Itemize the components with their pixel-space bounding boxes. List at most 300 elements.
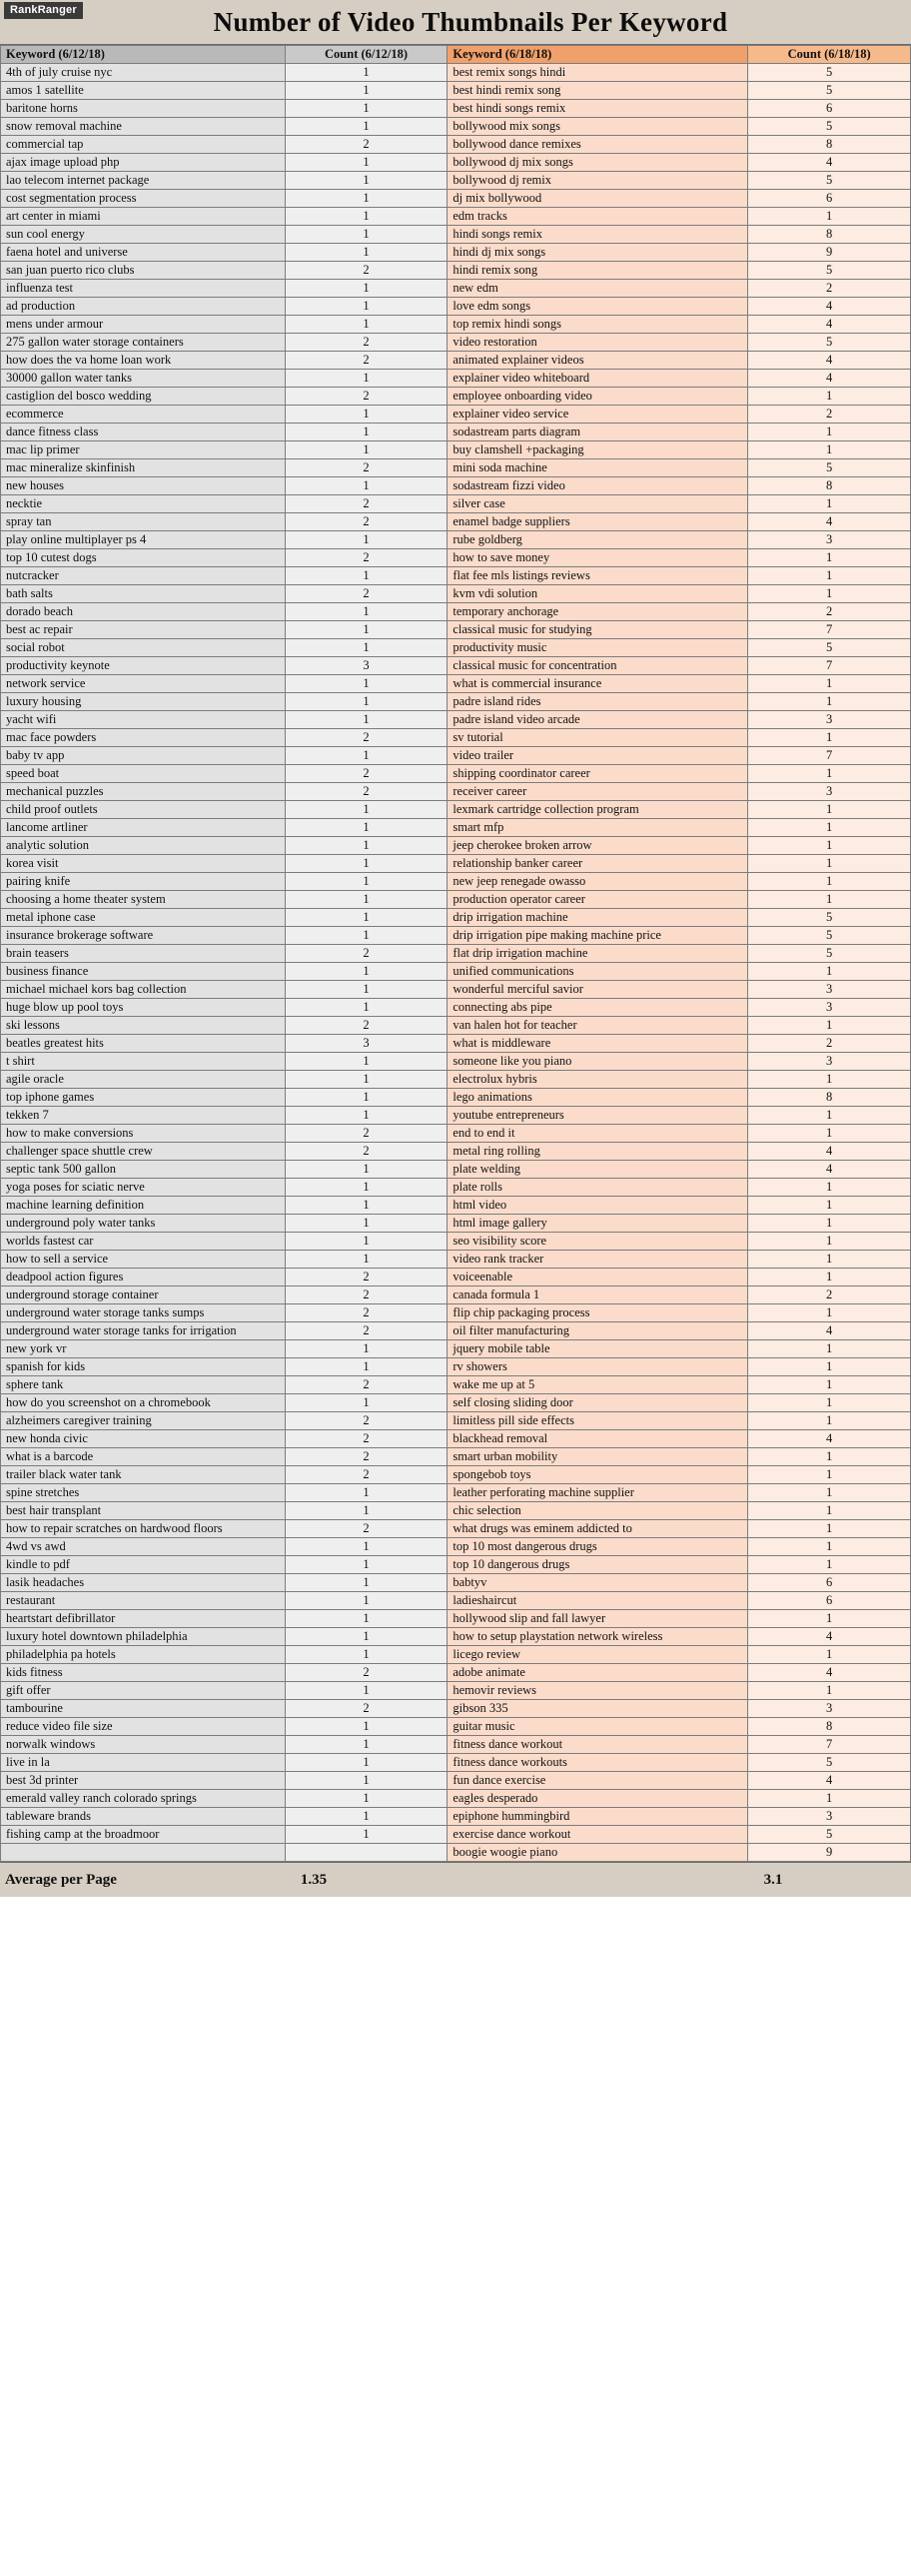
cell-keyword-a: how to sell a service xyxy=(1,1251,286,1269)
cell-keyword-a: korea visit xyxy=(1,855,286,873)
cell-count-b: 3 xyxy=(748,1700,911,1718)
cell-keyword-b: gibson 335 xyxy=(448,1700,748,1718)
cell-count-b: 5 xyxy=(748,118,911,136)
cell-count-b: 1 xyxy=(748,1484,911,1502)
cell-count-a: 1 xyxy=(285,675,448,693)
cell-keyword-a: commercial tap xyxy=(1,136,286,154)
cell-keyword-a: challenger space shuttle crew xyxy=(1,1143,286,1161)
cell-count-a: 1 xyxy=(285,1215,448,1233)
cell-count-a: 1 xyxy=(285,244,448,262)
cell-count-a: 1 xyxy=(285,855,448,873)
cell-keyword-b: edm tracks xyxy=(448,208,748,226)
cell-count-a: 2 xyxy=(285,1700,448,1718)
table-row xyxy=(1,208,911,226)
cell-keyword-b: youtube entrepreneurs xyxy=(448,1107,748,1125)
cell-count-b: 3 xyxy=(748,1053,911,1071)
table-row xyxy=(1,1179,911,1197)
cell-keyword-a: spanish for kids xyxy=(1,1358,286,1376)
cell-keyword-a: productivity keynote xyxy=(1,657,286,675)
cell-count-a: 1 xyxy=(285,1682,448,1700)
table-header xyxy=(1,46,911,64)
cell-count-b: 5 xyxy=(748,334,911,352)
table-row xyxy=(1,747,911,765)
table-row xyxy=(1,1143,911,1161)
cell-count-b: 4 xyxy=(748,352,911,370)
cell-keyword-b: classical music for concentration xyxy=(448,657,748,675)
cell-count-b: 6 xyxy=(748,190,911,208)
average-per-page-value-left: 1.35 xyxy=(300,1871,328,1888)
table-row xyxy=(1,1071,911,1089)
cell-keyword-a: how do you screenshot on a chromebook xyxy=(1,1394,286,1412)
cell-keyword-b: explainer video whiteboard xyxy=(448,370,748,388)
cell-keyword-b: chic selection xyxy=(448,1502,748,1520)
cell-keyword-a: baritone horns xyxy=(1,100,286,118)
cell-count-a: 2 xyxy=(285,549,448,567)
cell-keyword-b: new edm xyxy=(448,280,748,298)
cell-count-b: 1 xyxy=(748,567,911,585)
cell-count-a: 1 xyxy=(285,1574,448,1592)
cell-count-b: 1 xyxy=(748,495,911,513)
cell-count-a: 1 xyxy=(285,64,448,82)
cell-keyword-a: gift offer xyxy=(1,1682,286,1700)
cell-keyword-b: hindi songs remix xyxy=(448,226,748,244)
table-row xyxy=(1,441,911,459)
cell-count-b: 1 xyxy=(748,675,911,693)
cell-keyword-b: lego animations xyxy=(448,1089,748,1107)
cell-count-b: 4 xyxy=(748,1161,911,1179)
cell-count-a: 2 xyxy=(285,1466,448,1484)
cell-keyword-a: snow removal machine xyxy=(1,118,286,136)
cell-count-b: 5 xyxy=(748,262,911,280)
cell-keyword-b: adobe animate xyxy=(448,1664,748,1682)
cell-keyword-a: brain teasers xyxy=(1,945,286,963)
cell-keyword-a: tableware brands xyxy=(1,1808,286,1826)
table-row xyxy=(1,370,911,388)
cell-keyword-a: how to make conversions xyxy=(1,1125,286,1143)
cell-count-a: 1 xyxy=(285,1610,448,1628)
cell-keyword-a: huge blow up pool toys xyxy=(1,999,286,1017)
cell-keyword-b: shipping coordinator career xyxy=(448,765,748,783)
cell-keyword-a: best hair transplant xyxy=(1,1502,286,1520)
table-row xyxy=(1,352,911,370)
cell-count-b: 1 xyxy=(748,585,911,603)
cell-count-b: 4 xyxy=(748,298,911,316)
cell-count-b: 1 xyxy=(748,837,911,855)
cell-count-a: 1 xyxy=(285,603,448,621)
table-row xyxy=(1,190,911,208)
cell-keyword-a: norwalk windows xyxy=(1,1736,286,1754)
cell-keyword-b: bollywood dance remixes xyxy=(448,136,748,154)
cell-count-a: 1 xyxy=(285,154,448,172)
table-row xyxy=(1,1089,911,1107)
cell-keyword-b: flat drip irrigation machine xyxy=(448,945,748,963)
cell-count-b: 5 xyxy=(748,639,911,657)
cell-keyword-b: flip chip packaging process xyxy=(448,1304,748,1322)
cell-count-b: 1 xyxy=(748,765,911,783)
cell-keyword-b: top remix hindi songs xyxy=(448,316,748,334)
cell-keyword-a: new honda civic xyxy=(1,1430,286,1448)
cell-count-b: 6 xyxy=(748,1592,911,1610)
cell-keyword-b: seo visibility score xyxy=(448,1233,748,1251)
cell-count-b: 1 xyxy=(748,1233,911,1251)
table-row xyxy=(1,603,911,621)
cell-keyword-a: tekken 7 xyxy=(1,1107,286,1125)
table-row xyxy=(1,1053,911,1071)
cell-keyword-a: metal iphone case xyxy=(1,909,286,927)
cell-count-a: 2 xyxy=(285,945,448,963)
cell-count-b: 9 xyxy=(748,244,911,262)
cell-count-b: 4 xyxy=(748,1322,911,1340)
table-row xyxy=(1,1556,911,1574)
table-row xyxy=(1,981,911,999)
cell-keyword-b: best hindi songs remix xyxy=(448,100,748,118)
table-row xyxy=(1,1304,911,1322)
cell-count-b: 1 xyxy=(748,1107,911,1125)
table-row xyxy=(1,855,911,873)
cell-count-a: 1 xyxy=(285,1071,448,1089)
cell-keyword-a: baby tv app xyxy=(1,747,286,765)
cell-count-b: 1 xyxy=(748,1520,911,1538)
cell-keyword-b: enamel badge suppliers xyxy=(448,513,748,531)
cell-keyword-a: necktie xyxy=(1,495,286,513)
table-row xyxy=(1,1682,911,1700)
cell-count-b: 1 xyxy=(748,819,911,837)
cell-keyword-b: buy clamshell +packaging xyxy=(448,441,748,459)
cell-count-b: 5 xyxy=(748,64,911,82)
cell-keyword-b: dj mix bollywood xyxy=(448,190,748,208)
table-row xyxy=(1,657,911,675)
cell-count-a: 1 xyxy=(285,100,448,118)
table-row xyxy=(1,1125,911,1143)
cell-keyword-b: bollywood dj mix songs xyxy=(448,154,748,172)
cell-keyword-b: classical music for studying xyxy=(448,621,748,639)
cell-keyword-a: nutcracker xyxy=(1,567,286,585)
cell-keyword-a: machine learning definition xyxy=(1,1197,286,1215)
cell-count-a: 1 xyxy=(285,1179,448,1197)
cell-keyword-a: luxury hotel downtown philadelphia xyxy=(1,1628,286,1646)
cell-count-b: 1 xyxy=(748,1646,911,1664)
table-row xyxy=(1,1790,911,1808)
table-row xyxy=(1,1251,911,1269)
cell-keyword-b: blackhead removal xyxy=(448,1430,748,1448)
cell-count-b: 3 xyxy=(748,783,911,801)
table-row xyxy=(1,1628,911,1646)
cell-keyword-b: html video xyxy=(448,1197,748,1215)
cell-count-a: 1 xyxy=(285,927,448,945)
cell-keyword-a: lancome artliner xyxy=(1,819,286,837)
cell-count-a: 2 xyxy=(285,1448,448,1466)
cell-count-b: 4 xyxy=(748,1772,911,1790)
table-row xyxy=(1,567,911,585)
cell-keyword-b: smart mfp xyxy=(448,819,748,837)
cell-count-b: 1 xyxy=(748,1790,911,1808)
cell-keyword-b: video restoration xyxy=(448,334,748,352)
cell-count-b: 8 xyxy=(748,226,911,244)
cell-count-b: 8 xyxy=(748,136,911,154)
cell-keyword-a: emerald valley ranch colorado springs xyxy=(1,1790,286,1808)
cell-keyword-a: luxury housing xyxy=(1,693,286,711)
cell-count-b: 4 xyxy=(748,1628,911,1646)
cell-count-b: 3 xyxy=(748,981,911,999)
table-row xyxy=(1,1340,911,1358)
cell-count-a: 2 xyxy=(285,1430,448,1448)
table-row xyxy=(1,1412,911,1430)
cell-count-b: 2 xyxy=(748,280,911,298)
cell-keyword-b: someone like you piano xyxy=(448,1053,748,1071)
table-row xyxy=(1,334,911,352)
column-header-keyword-b: Keyword (6/18/18) xyxy=(448,46,748,64)
cell-keyword-b: ladieshaircut xyxy=(448,1592,748,1610)
cell-keyword-b: guitar music xyxy=(448,1718,748,1736)
cell-count-b: 1 xyxy=(748,801,911,819)
cell-keyword-b: sv tutorial xyxy=(448,729,748,747)
cell-count-a: 1 xyxy=(285,873,448,891)
cell-count-a: 2 xyxy=(285,513,448,531)
table-row xyxy=(1,406,911,424)
cell-count-a: 1 xyxy=(285,621,448,639)
table-row xyxy=(1,765,911,783)
cell-count-a: 1 xyxy=(285,639,448,657)
cell-keyword-b: self closing sliding door xyxy=(448,1394,748,1412)
cell-count-b: 1 xyxy=(748,1448,911,1466)
table-row xyxy=(1,1466,911,1484)
cell-count-b: 1 xyxy=(748,963,911,981)
cell-keyword-b: fitness dance workouts xyxy=(448,1754,748,1772)
cell-count-b: 1 xyxy=(748,388,911,406)
cell-keyword-b: connecting abs pipe xyxy=(448,999,748,1017)
table-row xyxy=(1,1376,911,1394)
cell-keyword-a: mac face powders xyxy=(1,729,286,747)
table-row xyxy=(1,891,911,909)
cell-keyword-a: play online multiplayer ps 4 xyxy=(1,531,286,549)
cell-count-a: 1 xyxy=(285,567,448,585)
cell-keyword-a: reduce video file size xyxy=(1,1718,286,1736)
cell-keyword-a: faena hotel and universe xyxy=(1,244,286,262)
cell-count-a: 1 xyxy=(285,891,448,909)
cell-keyword-b: padre island rides xyxy=(448,693,748,711)
table-row xyxy=(1,909,911,927)
cell-count-b: 1 xyxy=(748,424,911,441)
cell-keyword-b: best remix songs hindi xyxy=(448,64,748,82)
cell-keyword-b: epiphone hummingbird xyxy=(448,1808,748,1826)
cell-keyword-b: unified communications xyxy=(448,963,748,981)
cell-count-a: 1 xyxy=(285,1197,448,1215)
cell-count-b: 1 xyxy=(748,1682,911,1700)
table-row xyxy=(1,1574,911,1592)
cell-count-b: 3 xyxy=(748,531,911,549)
cell-count-b: 2 xyxy=(748,603,911,621)
cell-count-a: 1 xyxy=(285,1556,448,1574)
cell-keyword-a: best 3d printer xyxy=(1,1772,286,1790)
table-row xyxy=(1,172,911,190)
column-header-keyword-a: Keyword (6/12/18) xyxy=(1,46,286,64)
cell-keyword-b: production operator career xyxy=(448,891,748,909)
keyword-table xyxy=(0,45,911,1862)
table-row xyxy=(1,1161,911,1179)
cell-count-b: 1 xyxy=(748,441,911,459)
cell-keyword-a: underground poly water tanks xyxy=(1,1215,286,1233)
table-row xyxy=(1,945,911,963)
table-row xyxy=(1,154,911,172)
table-row xyxy=(1,1700,911,1718)
cell-keyword-a: philadelphia pa hotels xyxy=(1,1646,286,1664)
table-footer xyxy=(0,1862,911,1897)
cell-count-a: 2 xyxy=(285,783,448,801)
cell-count-a: 1 xyxy=(285,909,448,927)
table-row xyxy=(1,999,911,1017)
cell-count-a: 1 xyxy=(285,1646,448,1664)
cell-keyword-b: mini soda machine xyxy=(448,459,748,477)
cell-count-b: 4 xyxy=(748,370,911,388)
table-row xyxy=(1,549,911,567)
cell-keyword-a: alzheimers caregiver training xyxy=(1,1412,286,1430)
cell-count-a: 2 xyxy=(285,1520,448,1538)
cell-count-a: 2 xyxy=(285,585,448,603)
cell-keyword-a xyxy=(1,1844,286,1862)
table-row xyxy=(1,477,911,495)
table-row xyxy=(1,1718,911,1736)
table-row xyxy=(1,1215,911,1233)
cell-keyword-b: sodastream fizzi video xyxy=(448,477,748,495)
table-row xyxy=(1,100,911,118)
cell-count-b: 1 xyxy=(748,729,911,747)
cell-keyword-b: hindi remix song xyxy=(448,262,748,280)
table-row xyxy=(1,1502,911,1520)
cell-count-a: 1 xyxy=(285,1358,448,1376)
cell-keyword-b: bollywood mix songs xyxy=(448,118,748,136)
cell-count-b: 1 xyxy=(748,1466,911,1484)
cell-count-b: 4 xyxy=(748,316,911,334)
cell-keyword-b: top 10 most dangerous drugs xyxy=(448,1538,748,1556)
cell-count-b: 7 xyxy=(748,1736,911,1754)
cell-keyword-a: underground water storage tanks sumps xyxy=(1,1304,286,1322)
cell-keyword-a: insurance brokerage software xyxy=(1,927,286,945)
cell-count-a: 1 xyxy=(285,1233,448,1251)
cell-keyword-a: spine stretches xyxy=(1,1484,286,1502)
cell-keyword-a: dance fitness class xyxy=(1,424,286,441)
table-row xyxy=(1,1610,911,1628)
cell-keyword-b: electrolux hybris xyxy=(448,1071,748,1089)
cell-count-a: 2 xyxy=(285,388,448,406)
cell-keyword-a: analytic solution xyxy=(1,837,286,855)
table-row xyxy=(1,1269,911,1287)
cell-keyword-b: spongebob toys xyxy=(448,1466,748,1484)
cell-keyword-b: top 10 dangerous drugs xyxy=(448,1556,748,1574)
cell-count-a: 1 xyxy=(285,226,448,244)
table-row xyxy=(1,1736,911,1754)
cell-count-a xyxy=(285,1844,448,1862)
cell-keyword-b: babtyv xyxy=(448,1574,748,1592)
cell-keyword-b: how to setup playstation network wireless xyxy=(448,1628,748,1646)
cell-count-b: 5 xyxy=(748,927,911,945)
cell-count-a: 1 xyxy=(285,1394,448,1412)
cell-count-b: 1 xyxy=(748,873,911,891)
cell-count-b: 1 xyxy=(748,208,911,226)
cell-count-b: 1 xyxy=(748,1017,911,1035)
cell-keyword-b: hindi dj mix songs xyxy=(448,244,748,262)
cell-count-a: 2 xyxy=(285,262,448,280)
cell-count-b: 1 xyxy=(748,1610,911,1628)
cell-keyword-b: end to end it xyxy=(448,1125,748,1143)
cell-count-b: 2 xyxy=(748,1035,911,1053)
table-row xyxy=(1,1233,911,1251)
cell-count-b: 1 xyxy=(748,1251,911,1269)
table-row xyxy=(1,1538,911,1556)
cell-keyword-b: what drugs was eminem addicted to xyxy=(448,1520,748,1538)
cell-keyword-b: metal ring rolling xyxy=(448,1143,748,1161)
table-row xyxy=(1,1035,911,1053)
table-row xyxy=(1,262,911,280)
table-row xyxy=(1,783,911,801)
cell-count-a: 1 xyxy=(285,316,448,334)
cell-count-b: 8 xyxy=(748,1718,911,1736)
cell-keyword-a: new houses xyxy=(1,477,286,495)
cell-count-a: 2 xyxy=(285,495,448,513)
cell-keyword-a: san juan puerto rico clubs xyxy=(1,262,286,280)
cell-count-a: 2 xyxy=(285,1322,448,1340)
cell-keyword-a: mac lip primer xyxy=(1,441,286,459)
cell-keyword-a: restaurant xyxy=(1,1592,286,1610)
cell-count-b: 1 xyxy=(748,1197,911,1215)
cell-keyword-a: amos 1 satellite xyxy=(1,82,286,100)
cell-keyword-a: ad production xyxy=(1,298,286,316)
cell-keyword-a: how to repair scratches on hardwood floors xyxy=(1,1520,286,1538)
cell-keyword-b: eagles desperado xyxy=(448,1790,748,1808)
table-row xyxy=(1,1394,911,1412)
cell-keyword-a: how does the va home loan work xyxy=(1,352,286,370)
average-per-page-value-right: 3.1 xyxy=(763,1871,783,1888)
cell-count-b: 1 xyxy=(748,1412,911,1430)
cell-count-b: 6 xyxy=(748,100,911,118)
table-row xyxy=(1,1017,911,1035)
cell-count-a: 1 xyxy=(285,819,448,837)
table-row xyxy=(1,226,911,244)
cell-count-a: 1 xyxy=(285,963,448,981)
cell-keyword-a: heartstart defibrillator xyxy=(1,1610,286,1628)
cell-keyword-a: michael michael kors bag collection xyxy=(1,981,286,999)
cell-keyword-a: worlds fastest car xyxy=(1,1233,286,1251)
cell-keyword-b: animated explainer videos xyxy=(448,352,748,370)
table-row xyxy=(1,1772,911,1790)
cell-keyword-a: 275 gallon water storage containers xyxy=(1,334,286,352)
cell-keyword-b: van halen hot for teacher xyxy=(448,1017,748,1035)
cell-count-a: 1 xyxy=(285,1790,448,1808)
cell-keyword-b: wake me up at 5 xyxy=(448,1376,748,1394)
cell-keyword-b: drip irrigation pipe making machine price xyxy=(448,927,748,945)
cell-keyword-a: top 10 cutest dogs xyxy=(1,549,286,567)
cell-count-a: 1 xyxy=(285,208,448,226)
cell-keyword-a: tambourine xyxy=(1,1700,286,1718)
cell-keyword-a: lao telecom internet package xyxy=(1,172,286,190)
cell-count-a: 1 xyxy=(285,1808,448,1826)
cell-count-a: 1 xyxy=(285,1718,448,1736)
cell-count-b: 8 xyxy=(748,1089,911,1107)
cell-count-b: 1 xyxy=(748,1071,911,1089)
table-row xyxy=(1,495,911,513)
cell-keyword-a: ecommerce xyxy=(1,406,286,424)
table-row xyxy=(1,1754,911,1772)
table-row xyxy=(1,819,911,837)
cell-keyword-b: what is middleware xyxy=(448,1035,748,1053)
cell-count-b: 1 xyxy=(748,1125,911,1143)
cell-count-b: 4 xyxy=(748,1664,911,1682)
cell-count-b: 1 xyxy=(748,1376,911,1394)
cell-keyword-a: castiglion del bosco wedding xyxy=(1,388,286,406)
cell-count-a: 1 xyxy=(285,693,448,711)
cell-keyword-a: live in la xyxy=(1,1754,286,1772)
cell-count-a: 1 xyxy=(285,801,448,819)
cell-count-b: 5 xyxy=(748,945,911,963)
